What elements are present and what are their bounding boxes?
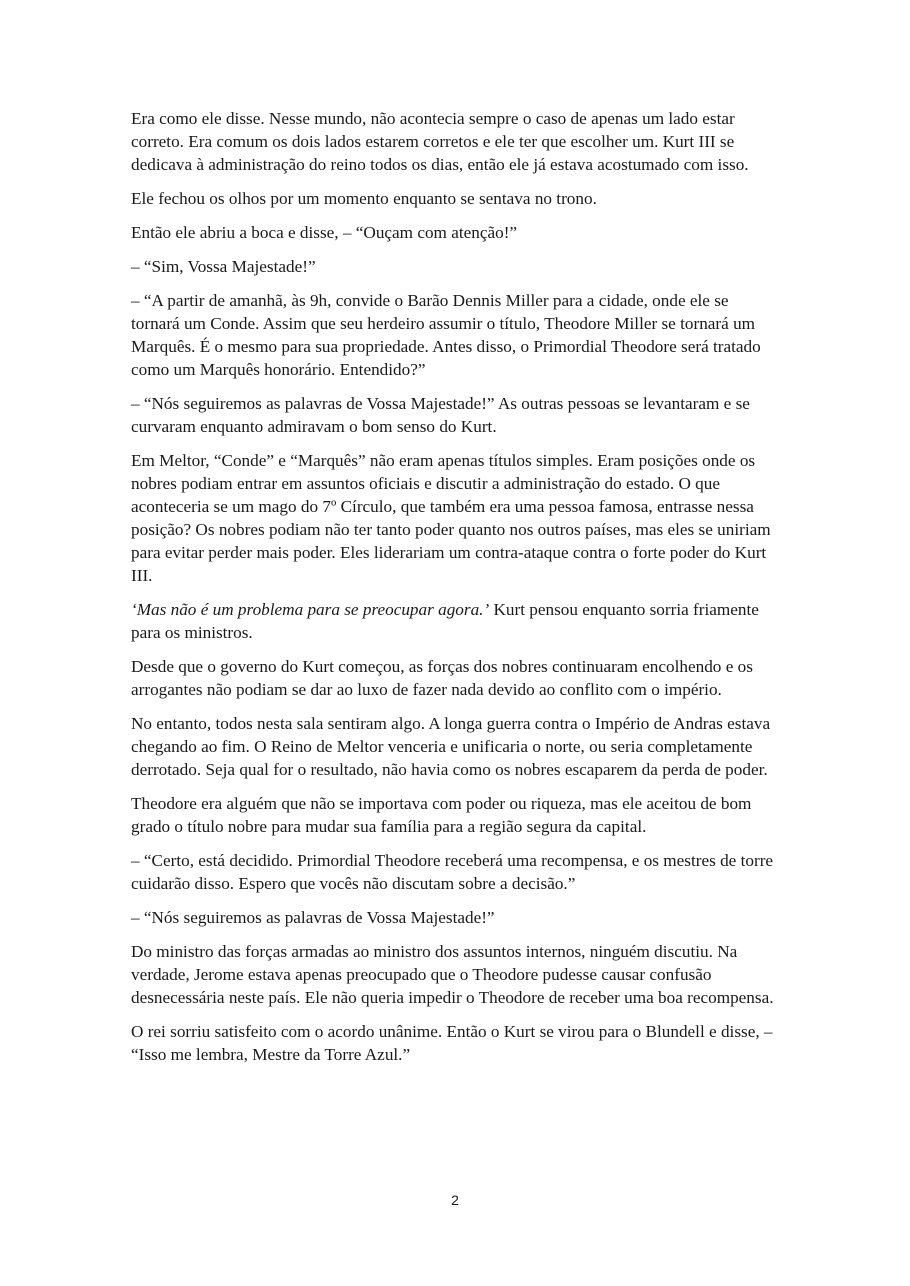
paragraph-12: – “Certo, está decidido. Primordial Theodore receberá uma recompensa, e os mestres de torre cuidarão disso. Espero que vocês não discutam sobre a decisão.”	[131, 851, 774, 893]
paragraph-8-rest: Kurt pensou enquanto sorria friamente para os ministros.	[131, 600, 759, 642]
paragraph-14: Do ministro das forças armadas ao ministro dos assuntos internos, ninguém discutiu. Na verdade, Jerome estava apenas preocupado que o Theodore pudesse causar confusão desnecessária neste país. Ele não queria impedir o Theodore de receber uma boa recompensa.	[131, 942, 774, 1007]
paragraph-2: Ele fechou os olhos por um momento enquanto se sentava no trono.	[131, 189, 597, 208]
paragraph-7: Em Meltor, “Conde” e “Marquês” não eram apenas títulos simples. Eram posições onde os nobres podiam entrar em assuntos oficiais e discutir a administração do estado. O que aconteceria se um mago do 7º Círculo, que também era uma pessoa famosa, entrasse nessa posição? Os nobres podiam não ter tanto poder quanto nos outros países, mas eles se uniriam para evitar perder mais poder. Eles liderariam um contra-ataque contra o forte poder do Kurt III.	[131, 451, 771, 585]
paragraph-3: Então ele abriu a boca e disse, – “Ouçam com atenção!”	[131, 223, 518, 242]
page-number: 2	[451, 1192, 459, 1208]
paragraph-8	[131, 598, 781, 644]
paragraph-13: – “Nós seguiremos as palavras de Vossa Majestade!”	[131, 908, 495, 927]
paragraph-10: No entanto, todos nesta sala sentiram algo. A longa guerra contra o Império de Andras estava chegando ao fim. O Reino de Meltor venceria e unificaria o norte, ou seria completamente derrotado. Seja qual for o resultado, não havia como os nobres escaparem da perda de poder.	[131, 714, 771, 779]
paragraph-15: O rei sorriu satisfeito com o acordo unânime. Então o Kurt se virou para o Blundell e disse, – “Isso me lembra, Mestre da Torre Azul.”	[131, 1022, 773, 1064]
paragraph-1: Era como ele disse. Nesse mundo, não acontecia sempre o caso de apenas um lado estar correto. Era comum os dois lados estarem corretos e ele ter que escolher um. Kurt III se dedicava à administração do reino todos os dias, então ele já estava acostumado com isso.	[131, 109, 749, 174]
italic-thought: ‘Mas não é um problema para se preocupar agora.’	[131, 600, 490, 619]
paragraph-4: – “Sim, Vossa Majestade!”	[131, 257, 316, 276]
body-text	[131, 107, 781, 1077]
paragraph-6: – “Nós seguiremos as palavras de Vossa Majestade!” As outras pessoas se levantaram e se curvaram enquanto admiravam o bom senso do Kurt.	[131, 394, 750, 436]
paragraph-9: Desde que o governo do Kurt começou, as forças dos nobres continuaram encolhendo e os arrogantes não podiam se dar ao luxo de fazer nada devido ao conflito com o império.	[131, 657, 753, 699]
paragraph-11: Theodore era alguém que não se importava com poder ou riqueza, mas ele aceitou de bom grado o título nobre para mudar sua família para a região segura da capital.	[131, 794, 752, 836]
paragraph-5: – “A partir de amanhã, às 9h, convide o Barão Dennis Miller para a cidade, onde ele se tornará um Conde. Assim que seu herdeiro assumir o título, Theodore Miller se tornará um Marquês. É o mesmo para sua propriedade. Antes disso, o Primordial Theodore será tratado como um Marquês honorário. Entendido?”	[131, 291, 761, 379]
